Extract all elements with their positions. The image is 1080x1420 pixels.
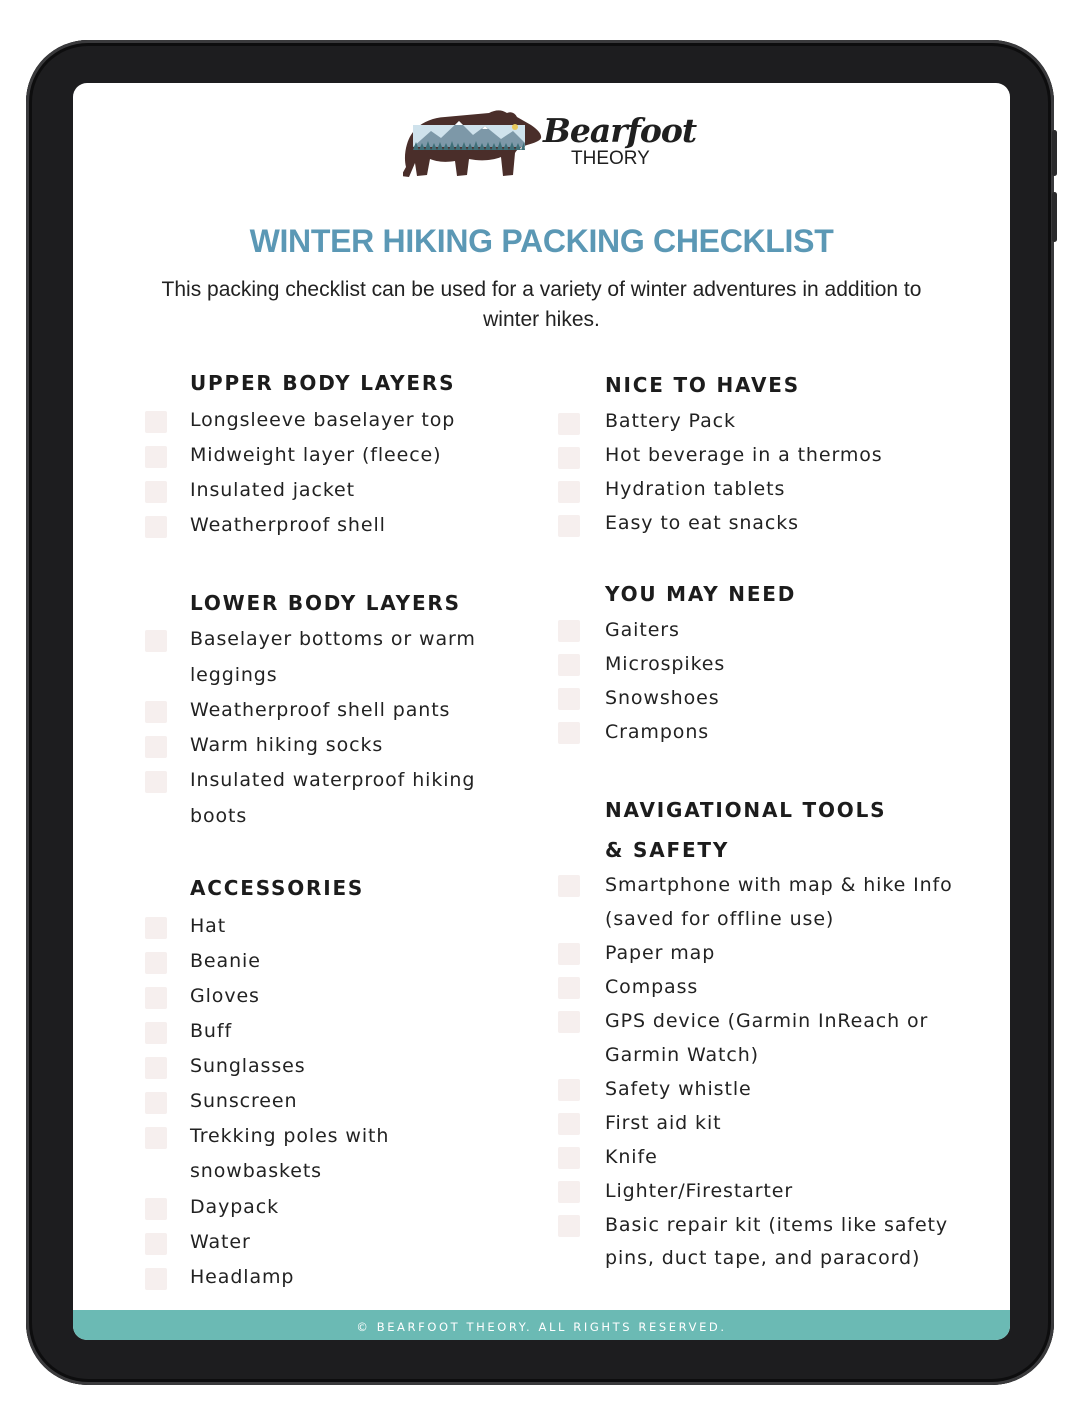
checklist-item: Sunscreen [190,1090,298,1112]
checklist-item: Trekking poles with [190,1125,390,1147]
checklist-item: Sunglasses [190,1055,306,1077]
checkbox[interactable] [145,516,167,538]
bear-mountain-icon [403,105,545,181]
checklist-item-continued: boots [190,805,248,827]
checklist-item-continued: snowbaskets [190,1160,322,1182]
checklist-item-continued: leggings [190,664,278,686]
checkbox[interactable] [145,701,167,723]
checkbox[interactable] [145,481,167,503]
checkbox[interactable] [145,1057,167,1079]
checklist-item: Microspikes [605,653,726,675]
checklist-item: First aid kit [605,1112,722,1134]
logo-sub-text: THEORY [571,148,650,169]
section-heading-you-may-need: YOU MAY NEED [605,582,797,606]
checkbox[interactable] [558,1113,580,1135]
checklist-item: Crampons [605,721,710,743]
checkbox[interactable] [145,1198,167,1220]
checklist-item: Paper map [605,942,716,964]
checklist-item: Safety whistle [605,1078,752,1100]
checkbox[interactable] [558,1181,580,1203]
checklist-item: Gaiters [605,619,680,641]
checkbox[interactable] [145,1127,167,1149]
checkbox[interactable] [145,987,167,1009]
checkbox[interactable] [145,917,167,939]
checklist-item: Battery Pack [605,410,736,432]
checkbox[interactable] [558,1215,580,1237]
checkbox[interactable] [145,1233,167,1255]
checklist-item: Hydration tablets [605,478,786,500]
checklist-item: Basic repair kit (items like safety [605,1214,949,1236]
copyright-footer: © BEARFOOT THEORY. ALL RIGHTS RESERVED. [73,1310,1010,1340]
checkbox[interactable] [145,1022,167,1044]
checklist-item: Insulated waterproof hiking [190,769,476,791]
checklist-item: Beanie [190,950,261,972]
checklist-item: Gloves [190,985,260,1007]
checkbox[interactable] [558,447,580,469]
checkbox[interactable] [145,446,167,468]
checklist-item: Hot beverage in a thermos [605,444,883,466]
checklist-item: Easy to eat snacks [605,512,799,534]
section-heading-safety: & SAFETY [605,838,730,862]
checkbox[interactable] [558,875,580,897]
checkbox[interactable] [558,654,580,676]
checkbox[interactable] [145,1092,167,1114]
checkbox[interactable] [558,1011,580,1033]
checklist-item: Compass [605,976,699,998]
section-heading-nice-to-haves: NICE TO HAVES [605,373,800,397]
checkbox[interactable] [558,722,580,744]
page-title: WINTER HIKING PACKING CHECKLIST [249,223,834,259]
intro-text: This packing checklist can be used for a variety of winter adventures in addition to winter hikes. [161,278,922,331]
checklist-item: Midweight layer (fleece) [190,444,442,466]
checkbox[interactable] [558,688,580,710]
checkbox[interactable] [558,1079,580,1101]
checklist-item: Water [190,1231,251,1253]
section-heading-lower-body: LOWER BODY LAYERS [190,591,461,615]
checkbox[interactable] [145,736,167,758]
checkbox[interactable] [558,413,580,435]
checkbox[interactable] [558,943,580,965]
checkbox[interactable] [145,1268,167,1290]
section-heading-accessories: ACCESSORIES [190,876,365,900]
checkbox[interactable] [558,481,580,503]
checklist-item: Weatherproof shell [190,514,386,536]
checklist-item: Warm hiking socks [190,734,384,756]
checklist-item-continued: Garmin Watch) [605,1044,759,1066]
checklist-item: Hat [190,915,227,937]
checkbox[interactable] [558,977,580,999]
checklist-item: Smartphone with map & hike Info [605,874,953,896]
checkbox[interactable] [145,952,167,974]
logo-wordmark [543,113,696,169]
checklist-item-continued: (saved for offline use) [605,908,835,930]
checkbox[interactable] [558,620,580,642]
logo-main-text: Bearfoot [543,111,697,150]
bearfoot-logo [403,101,697,183]
section-heading-navigational: NAVIGATIONAL TOOLS [605,798,887,822]
checkbox[interactable] [558,515,580,537]
checkbox[interactable] [145,771,167,793]
checklist-item: Daypack [190,1196,279,1218]
checkbox[interactable] [145,411,167,433]
checklist-item: Insulated jacket [190,479,355,501]
checklist-item: Weatherproof shell pants [190,699,451,721]
checklist-item: Buff [190,1020,233,1042]
checklist-item: GPS device (Garmin InReach or [605,1010,929,1032]
checklist-page [73,83,1010,1340]
checkbox[interactable] [558,1147,580,1169]
checklist-item-continued: pins, duct tape, and paracord) [605,1247,921,1269]
checklist-item: Knife [605,1146,658,1168]
checklist-item: Headlamp [190,1266,295,1288]
section-heading-upper-body: UPPER BODY LAYERS [190,371,456,395]
checklist-item: Lighter/Firestarter [605,1180,794,1202]
checklist-item: Snowshoes [605,687,720,709]
volume-button [1052,192,1057,242]
checklist-item: Longsleeve baselayer top [190,409,456,431]
checkbox[interactable] [145,630,167,652]
checklist-item: Baselayer bottoms or warm [190,628,476,650]
volume-button [1052,130,1057,176]
